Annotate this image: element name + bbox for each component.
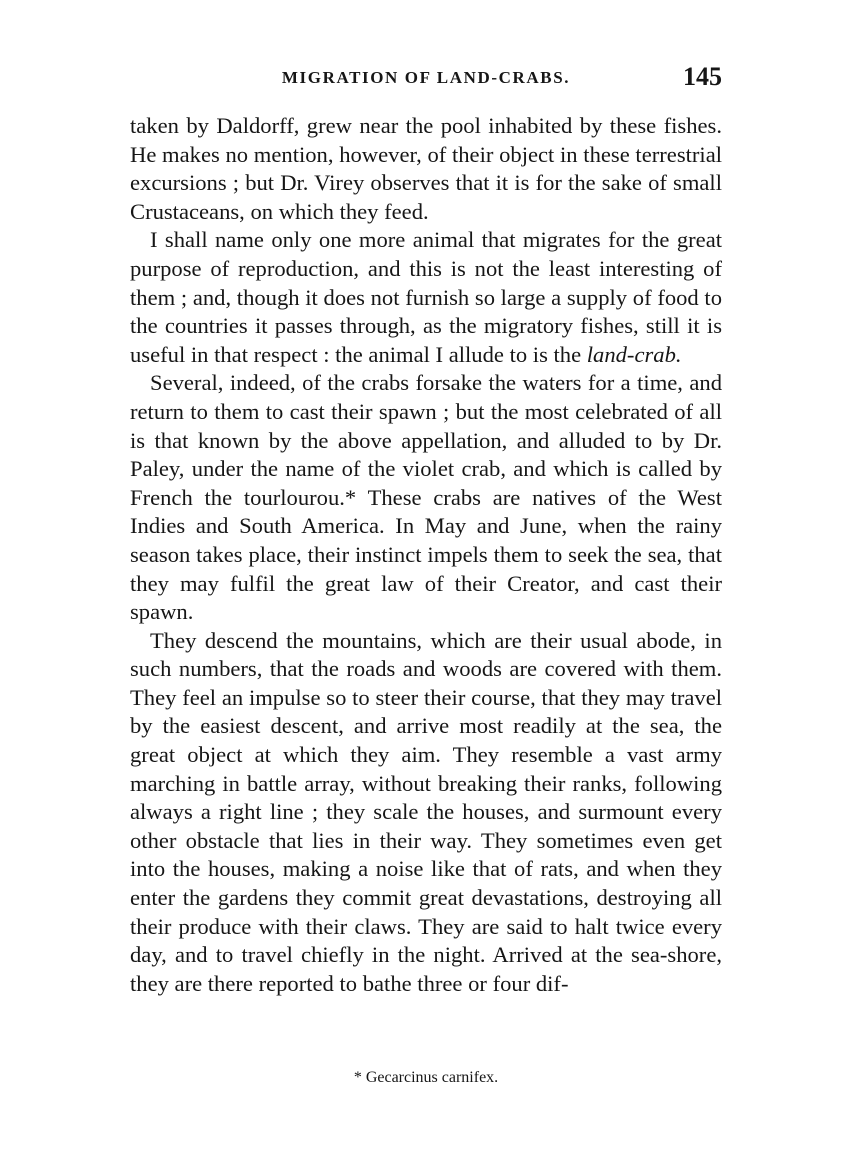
running-title: MIGRATION OF LAND-CRABS. bbox=[281, 68, 571, 87]
land-crab-emphasis: land-crab. bbox=[586, 341, 682, 367]
paragraph-4: They descend the mountains, which are their usual abode, in such numbers, that the roads and woods are covered with them. They feel an impulse so to steer their course, that they may travel by the easiest descent, and arrive most readily at the sea, the great object at which they aim. They resemble a vast army marching in battle array, without breaking their ranks, following always a right line ; they scale the houses, and surmount every other obstacle that lies in their way. They sometimes even get into the houses, making a noise like that of rats, and when they enter the gardens they commit great devastations, destroying all their produce with their claws. They are said to halt twice every day, and to travel chiefly in the night. Arrived at the sea-shore, they are there reported to bathe three or four dif- bbox=[130, 627, 722, 996]
body-text bbox=[130, 112, 722, 998]
page-number: 145 bbox=[683, 62, 722, 91]
paragraph-3: Several, indeed, of the crabs forsake the waters for a time, and return to them to cast their spawn ; but the most celebrated of all is that known by the above appellation, and alluded to by Dr. Paley, under the name of the violet crab, and which is called by French the tourlourou.* These crabs are natives of the West Indies and South America. In May and June, when the rainy season takes place, their instinct impels them to seek the sea, that they may fulfil the great law of their Creator, and cast their spawn. bbox=[130, 370, 722, 625]
running-head bbox=[130, 62, 722, 96]
paragraph-2-text: I shall name only one more animal that migrates for the great purpose of reproduction, and this is not the least interesting of them ; and, though it does not furnish so large a supply of food to the countries it passes through, as the migratory fishes, still it is useful in that respect : the animal I allude to is the bbox=[130, 227, 722, 367]
footnote: * Gecarcinus carnifex. bbox=[353, 1069, 499, 1086]
paragraph-1: taken by Daldorff, grew near the pool inhabited by these fishes. He makes no mention, however, of their object in these terrestrial excursions ; but Dr. Virey observes that it is for the sake of small Crustaceans, on which they feed. bbox=[130, 113, 722, 224]
paragraph-2 bbox=[130, 226, 722, 369]
